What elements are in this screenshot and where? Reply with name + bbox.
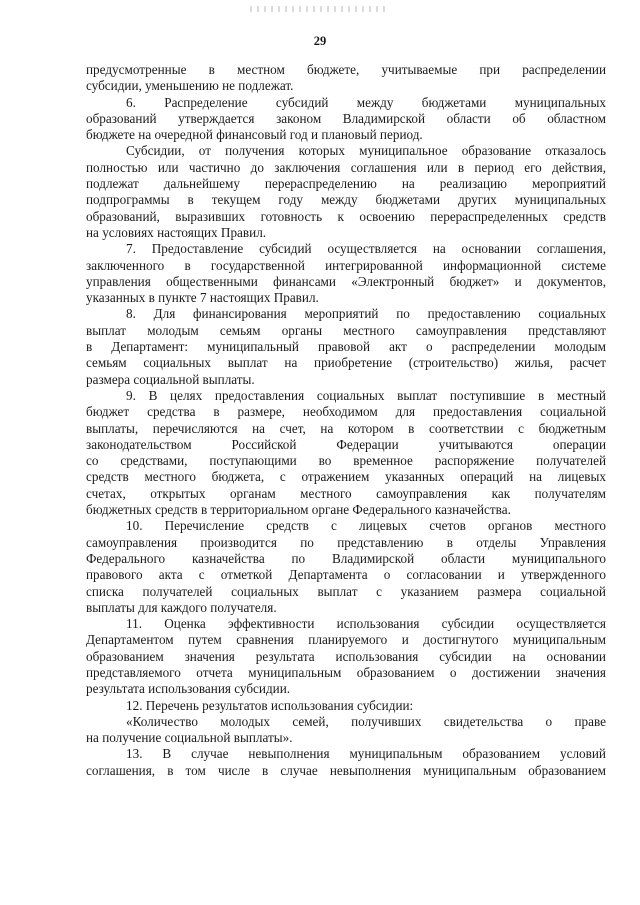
- text-line: указанных в пункте 7 настоящих Правил.: [86, 290, 319, 306]
- text-line: Субсидии, от получения которых муниципальное образование отказалось: [126, 143, 606, 159]
- text-line: счетах, открытых органам местного самоуправления как получателям: [86, 485, 606, 501]
- text-line: полностью или частично до заключения соглашения или в период его действия,: [86, 159, 606, 175]
- document-body: [86, 62, 606, 779]
- text-line: подпрограммы в текущем году между бюджетами других муниципальных: [86, 192, 606, 208]
- text-line: «Количество молодых семей, получивших свидетельства о праве: [126, 713, 606, 729]
- text-line: семьям социальных выплат на приобретение (строительство) жилья, расчет: [86, 355, 606, 371]
- text-line: бюджетных средств в территориальном органе Федерального казначейства.: [86, 502, 511, 518]
- text-line: Департаментом путем сравнения планируемого и достигнутого муниципальным: [86, 632, 606, 648]
- text-line: 13. В случае невыполнения муниципальным образованием условий: [126, 746, 606, 762]
- text-line: списка получателей социальных выплат с указанием размера социальной: [86, 583, 606, 599]
- text-line: бюджет средства в размере, необходимом для предоставления социальной: [86, 404, 606, 420]
- text-line: 9. В целях предоставления социальных выплат поступившие в местный: [126, 387, 606, 403]
- text-line: предусмотренные в местном бюджете, учитываемые при распределении: [86, 62, 606, 77]
- text-line: средств местного бюджета, с отражением указанных операций на лицевых: [86, 469, 606, 485]
- text-line: 11. Оценка эффективности использования субсидии осуществляется: [126, 616, 606, 632]
- text-line: 6. Распределение субсидий между бюджетами муниципальных: [126, 94, 606, 110]
- text-line: образований, выразивших готовность к освоению перераспределенных средств: [86, 208, 606, 224]
- text-line: в Департамент: муниципальный правовой акт о распределении молодым: [86, 339, 606, 355]
- text-line: размера социальной выплаты.: [86, 371, 255, 387]
- text-line: 7. Предоставление субсидий осуществляется на основании соглашения,: [126, 241, 606, 257]
- text-line: выплаты, перечисляются на счет, на котором в соответствии с бюджетным: [86, 420, 606, 436]
- text-line: 8. Для финансирования мероприятий по предоставлению социальных: [126, 306, 606, 322]
- text-line: самоуправления производится по представлению в отделы Управления: [86, 534, 606, 550]
- text-line: образованием значения результата использования субсидии на основании: [86, 648, 606, 664]
- text-line: правового акта с отметкой Департамента о согласовании и утвержденного: [86, 567, 606, 583]
- text-line: на получение социальной выплаты».: [86, 730, 293, 746]
- text-line: выплат молодым семьям органы местного самоуправления представляют: [86, 322, 606, 338]
- text-line: результата использования субсидии.: [86, 681, 291, 697]
- text-line: законодательством Российской Федерации учитываются операции: [86, 436, 606, 452]
- text-line: 12. Перечень результатов использования субсидии:: [126, 697, 414, 713]
- text-line: на условиях настоящих Правил.: [86, 224, 267, 240]
- text-line: бюджете на очередной финансовый год и плановый период.: [86, 127, 423, 143]
- text-line: Федерального казначейства по Владимирской области муниципального: [86, 550, 606, 566]
- text-line: субсидии, уменьшению не подлежат.: [86, 78, 294, 94]
- text-line: соглашения, в том числе в случае невыполнения муниципальным образованием: [86, 762, 606, 778]
- text-line: заключенного в государственной интегрированной информационной системе: [86, 257, 606, 273]
- text-line: представляемого отчета муниципальным образованием о достижении значения: [86, 664, 606, 680]
- text-line: со средствами, поступающими во временное распоряжение получателей: [86, 453, 606, 469]
- text-line: подлежат дальнейшему перераспределению на реализацию мероприятий: [86, 176, 606, 192]
- text-line: 10. Перечисление средств с лицевых счетов органов местного: [126, 518, 606, 534]
- text-line: выплаты для каждого получателя.: [86, 599, 277, 615]
- scan-artifact: [250, 6, 390, 12]
- text-line: управления общественными финансами «Электронный бюджет» и документов,: [86, 273, 606, 289]
- page-number: 29: [313, 34, 327, 48]
- text-line: образований утверждается законом Владимирской области об областном: [86, 110, 606, 126]
